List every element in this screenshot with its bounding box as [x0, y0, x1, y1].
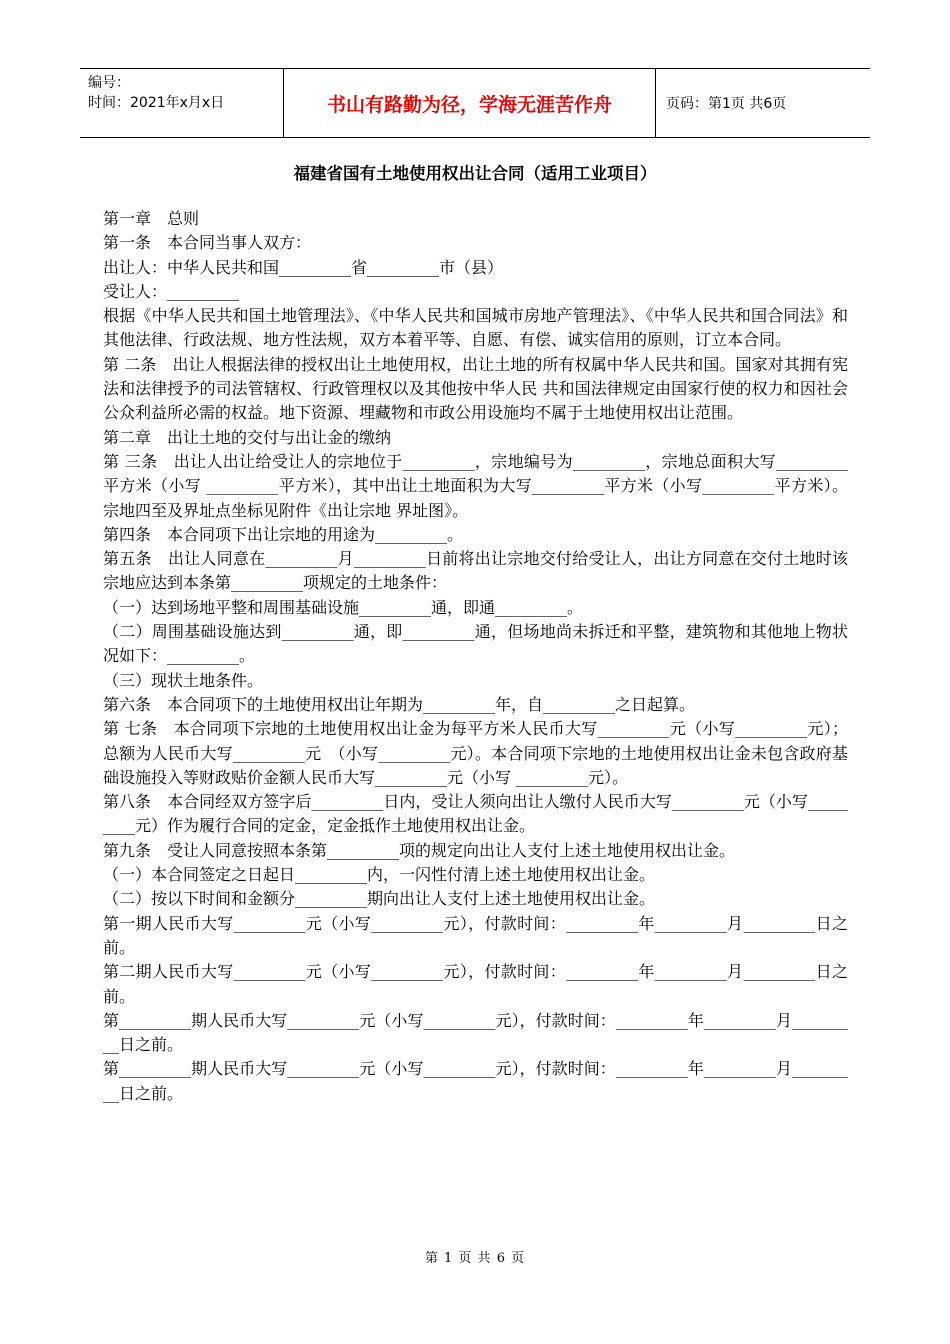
clause-item: （三）现状土地条件。: [103, 670, 264, 690]
article-paragraph: 第八条 本合同经双方签字后_________日内，受让人须向出让人缴付人民币大写_________元（小写_________元）作为履行合同的定金，定金抵作土地使用权出让金。: [103, 792, 848, 836]
date-label: 时间：2021年x月x日: [88, 95, 225, 111]
header-page-number: 页码：第1页 共6页: [666, 96, 787, 112]
article-paragraph: 第九条 受让人同意按照本条第_________项的规定向出让人支付上述土地使用权出让金。: [103, 840, 736, 860]
clause-item: （二）按以下时间和金额分_________期向出让人支付上述土地使用权出让金。: [103, 889, 656, 909]
article-paragraph: 第 七条 本合同项下宗地的土地使用权出让金为每平方米人民币大写_________元（小写_________元）；总额为人民币大写_________元 （小写_________元）。本合同项下宗地的土地使用权出让金未包含政府基础设施投入等财政贴价金额人民币大写_________元（小写 _________元）。: [103, 719, 848, 787]
page-footer: 第 1 页 共 6 页: [424, 1251, 526, 1266]
payment-line: 第二期人民币大写_________元（小写_________元），付款时间：_________年_________月_________日之前。: [103, 962, 848, 1006]
article-paragraph: 第 三条 出让人出让给受让人的宗地位于_________，宗地编号为_________，宗地总面积大写_________平方米（小写 _________平方米），其中出让土地面积为大写_________平方米（小写_________平方米）。宗地四至及界址点坐标见附件《出让宗地 界址图》。: [103, 451, 848, 520]
party-line: 受让人：_________: [103, 281, 240, 301]
page-header: [80, 68, 870, 138]
chapter-heading: 第一章 总则: [103, 209, 200, 228]
payment-line: 第_________期人民币大写_________元（小写_________元），付款时间：_________年_________月_________日之前。: [103, 1059, 848, 1103]
clause-item: （二）周围基础设施达到_________通，即_________通，但场地尚未拆迁和平整，建筑物和其他地上物状况如下：_________。: [103, 622, 848, 666]
header-motto: 书山有路勤为径，学海无涯苦作舟: [284, 69, 656, 137]
article-paragraph: 第一条 本合同当事人双方：: [103, 233, 312, 253]
party-line: 出让人：中华人民共和国_________省_________市（县）: [103, 257, 504, 277]
preamble-paragraph: 根据《中华人民共和国土地管理法》、《中华人民共和国城市房地产管理法》、《中华人民共和国合同法》和其他法律、行政法规、地方性法规，双方本着平等、自愿、有偿、诚实信用的原则，订立本合同。: [103, 306, 848, 350]
clause-item: （一）达到场地平整和周围基础设施_________通，即通_________。: [103, 597, 584, 617]
article-paragraph: 第 二条 出让人根据法律的授权出让土地使用权，出让土地的所有权属中华人民共和国。国家对其拥有宪法和法律授予的司法管辖权、行政管理权以及其他按中华人民 共和国法律规定由国家行使的权力和因社会公众利益所必需的权益。地下资源、埋藏物和市政公用设施均不属于土地使用权出让范围。: [103, 354, 848, 423]
document-title: 福建省国有土地使用权出让合同（适用工业项目）: [293, 164, 657, 183]
article-paragraph: 第五条 出让人同意在_________月_________日前将出让宗地交付给受让人，出让方同意在交付土地时该宗地应达到本条第_________项规定的土地条件：: [103, 549, 848, 593]
header-meta: [80, 69, 284, 137]
payment-line: 第一期人民币大写_________元（小写_________元），付款时间：_________年_________月_________日之前。: [103, 913, 848, 957]
article-paragraph: 第六条 本合同项下的土地使用权出让年期为_________年，自_________之日起算。: [103, 694, 696, 714]
chapter-heading: 第二章 出让土地的交付与出让金的缴纳: [103, 427, 392, 447]
payment-line: 第_________期人民币大写_________元（小写_________元），付款时间：_________年_________月_________日之前。: [103, 1010, 848, 1055]
document-body: [103, 207, 848, 1106]
clause-item: （一）本合同签定之日起日_________内，一闪性付清上述土地使用权出让金。: [103, 865, 656, 885]
article-paragraph: 第四条 本合同项下出让宗地的用途为_________。: [103, 524, 464, 544]
serial-number-label: 编号：: [88, 75, 130, 91]
